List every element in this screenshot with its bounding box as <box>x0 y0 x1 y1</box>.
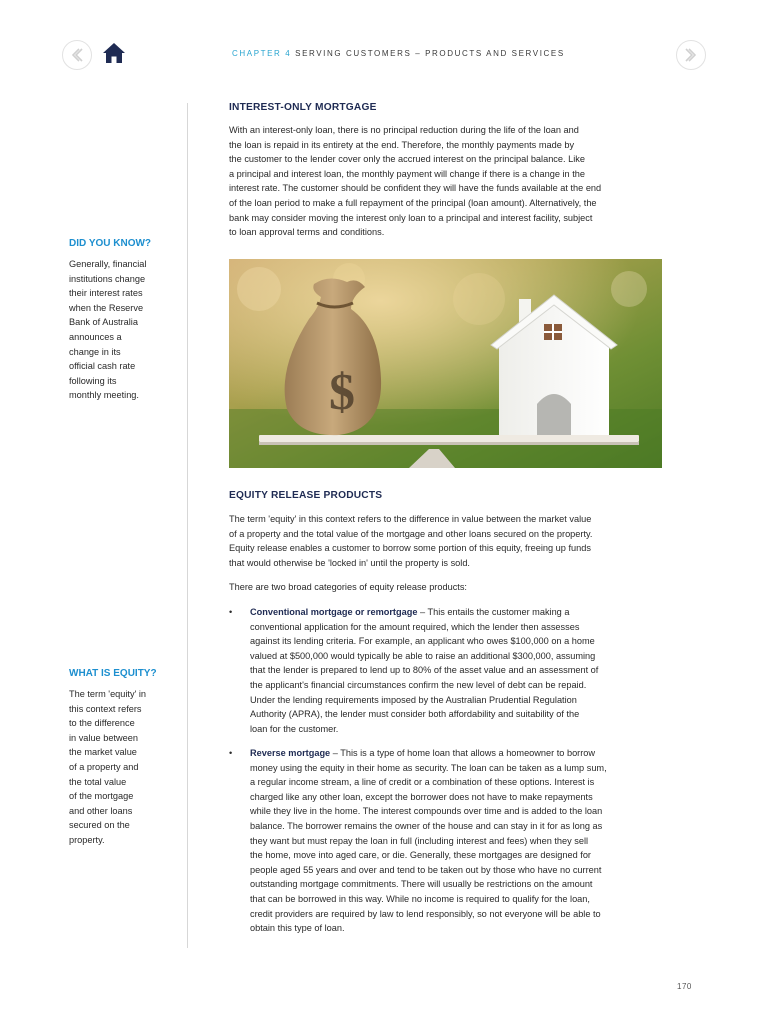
chapter-name: SERVING CUSTOMERS – PRODUCTS AND SERVICES <box>295 49 565 58</box>
did-you-know-callout <box>69 237 167 403</box>
equity-release-intro <box>229 512 662 570</box>
photo-illustration <box>229 259 662 468</box>
equity-release-section <box>229 490 662 501</box>
money-bag-house-photo <box>229 259 662 468</box>
interest-only-paragraph: With an interest-only loan, there is no principal reduction during the life of the loan and the loan is repaid in its entirety at the end. Therefore, the monthly payments made by the customer to the lender cover only the accrued interest on the principal balance. Like a principal and interest loan, the monthly payment will change if there is a change in the interest rate. The customer should be confident they will have the funds available at the end of the loan period to make a full repayment of the principal (loan amount). Alternatively, the bank may consider moving the interest only loan to a principal and interest facility, subject to loan approval terms and conditions. <box>229 125 602 238</box>
did-you-know-text: Generally, financial institutions change their interest rates when the Reserve Bank of Australia announces a change in its official cash rate following its monthly meeting. <box>69 259 147 401</box>
bullet-term: Reverse mortgage <box>250 748 331 758</box>
equity-release-list <box>229 605 662 736</box>
chapter-number: CHAPTER 4 <box>232 49 292 58</box>
categories-intro <box>229 580 662 595</box>
bullet-icon: • <box>229 607 233 617</box>
home-icon[interactable] <box>102 42 126 64</box>
interest-only-section <box>229 102 662 113</box>
bullet-term: Conventional mortgage or remortgage <box>250 607 418 617</box>
chevron-left-icon <box>69 47 85 63</box>
next-page-button[interactable] <box>676 40 706 70</box>
interest-only-body <box>229 123 662 240</box>
chapter-title <box>232 49 565 58</box>
chevron-right-icon <box>683 47 699 63</box>
equity-release-paragraph: The term 'equity' in this context refers to the difference in value between the market value of a property and the total value of the mortgage and other loans secured on the property. Equity release enables a customer to borrow some portion of this equity, freeing up funds that would otherwise be 'locked in' until the property is sold. <box>229 514 593 568</box>
previous-page-button[interactable] <box>62 40 92 70</box>
equity-release-heading: EQUITY RELEASE PRODUCTS <box>229 490 383 501</box>
list-item-conventional-mortgage: • Conventional mortgage or remortgage – This entails the customer making a conventional application for the amount required, which the lender then assesses against its lending criteria. For example, an applicant who owes $100,000 on a home valued at $500,000 would typically be able to raise an additional $300,000, assuming that the lender is prepared to lend up to 80% of the asset value and an assessment of the applicant's financial circumstances confirm the new level of debt can be repaid. Under the lending requirements imposed by the Australian Prudential Regulation Authority (APRA), the lender must consider both affordability and suitability of the loan for the customer. <box>229 607 599 734</box>
page-number: 170 <box>677 982 692 991</box>
categories-line: There are two broad categories of equity release products: <box>229 582 467 592</box>
what-is-equity-callout <box>69 667 167 848</box>
bullet-icon: • <box>229 748 233 758</box>
what-is-equity-title: WHAT IS EQUITY? <box>69 668 157 679</box>
what-is-equity-text: The term 'equity' in this context refers to the difference in value between the market value of a property and the total value of the mortgage and other loans secured on the property. <box>69 689 147 845</box>
column-divider <box>187 103 188 948</box>
interest-only-heading: INTEREST-ONLY MORTGAGE <box>229 102 377 113</box>
equity-release-list-2 <box>229 746 662 936</box>
dollar-sign-icon: $ <box>329 364 355 421</box>
did-you-know-title: DID YOU KNOW? <box>69 238 152 249</box>
list-item-reverse-mortgage: • Reverse mortgage – This is a type of home loan that allows a homeowner to borrow money using the equity in their home as security. The loan can be taken as a lump sum, a regular income stream, a line of credit or a combination of these options. Interest is charged like any other loan, except the borrower does not have to make repayments while they live in the home. The interest compounds over time and is added to the loan balance. The borrower remains the owner of the house and can stay in it for as long as they want but must repay the loan in full (including interest and fees) when they sell the home, move into aged care, or die. Generally, these mortgages are designed for people aged 55 years and over and tend to be taken out by those who have no current outstanding mortgage commitments. There will usually be restrictions on the amount that can be borrowed in this way. While no income is required to qualify for the loan, credit providers are required by law to lend responsibly, so not everyone will be able to obtain this type of loan. <box>229 748 607 934</box>
